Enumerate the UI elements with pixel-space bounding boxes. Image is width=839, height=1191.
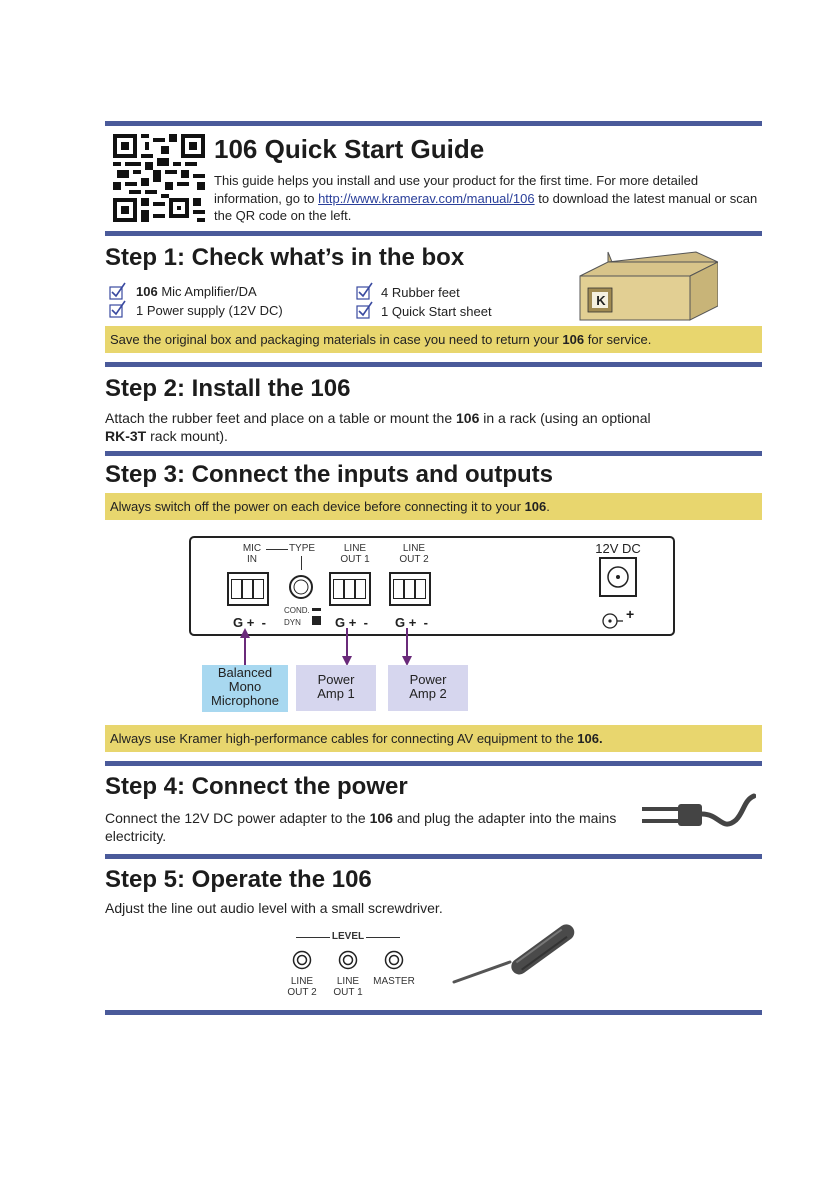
text-segment: in a rack (using an optional [483,410,651,426]
step3-warning-band [105,493,762,520]
warning-prefix: Always switch off the power on each device before connecting it to your [110,499,521,514]
item-text: 1 Power supply (12V DC) [136,303,283,318]
pin-g: G [233,615,244,630]
pin-minus: - [363,615,368,630]
microphone-device-box [202,665,288,712]
step2-title: Step 2: Install the 106 [105,375,351,402]
pin-plus: + [348,615,357,630]
knob-label-line-out2 [282,976,322,998]
step1-rule [105,231,762,236]
text-segment: Connect the 12V DC power adapter to the [105,810,366,826]
screwdriver-icon [450,920,590,988]
step1-note-band [105,326,762,353]
mic-in-label [232,543,272,565]
item-text: Mic Amplifier/DA [157,284,257,299]
checkbox-icon [108,300,126,318]
dyn-label: DYN [284,618,301,627]
label-dash [266,549,288,550]
type-button[interactable] [287,573,315,601]
device-line: Power [409,672,447,687]
text-bold: 106 [456,410,480,426]
text-bold: 106 [369,810,393,826]
line-out1-terminal [329,572,371,606]
step4-title: Step 4: Connect the power [105,773,408,800]
manual-link[interactable]: http://www.kramerav.com/manual/106 [318,190,535,206]
device-line: Mono [228,679,262,694]
label-line: OUT 1 [333,987,363,998]
label-line: OUT 1 [340,554,370,565]
knob-label-master [369,976,419,987]
label-line: LINE [343,543,367,554]
item-bold: 106 [136,284,158,299]
box-logo: K [596,293,606,308]
device-line: Microphone [211,693,279,708]
level-knob-master[interactable] [383,949,405,971]
label-line: MIC [242,543,262,554]
level-line-right [366,937,400,938]
note-bold: 106 [562,332,585,347]
note-suffix: for service. [587,332,652,347]
checkbox-icon [355,301,373,319]
intro-text [214,172,766,225]
line-out1-label [335,543,375,565]
cable-note-band [105,725,762,752]
note-prefix: Save the original box and packaging materials in case you need to return your [110,332,559,347]
box-item [381,285,460,300]
pin-minus: - [423,615,428,630]
box-item [381,304,492,319]
type-tick [301,556,302,570]
checkbox-icon [355,282,373,300]
text-segment: and plug the adapter into the mains electricity. [105,810,617,844]
step4-rule [105,761,762,766]
power-amp2-box [388,665,468,711]
item-text: 1 Quick Start sheet [381,304,492,319]
power-label: 12V DC [595,541,641,556]
level-line-left [296,937,330,938]
cable-note-prefix: Always use Kramer high-performance cables for connecting AV equipment to the [110,731,574,746]
knob-label-line-out1 [328,976,368,998]
step3-rule [105,451,762,456]
text-bold: RK-3T [105,428,147,444]
dc-power-jack-icon [598,556,638,598]
level-knob-line-out2[interactable] [291,949,313,971]
qr-code-icon [113,133,205,223]
label-line: MASTER [373,976,415,987]
cable-note-bold: 106. [577,731,603,746]
pin-plus: + [408,615,417,630]
step5-title: Step 5: Operate the 106 [105,866,372,893]
intro-prefix: This guide helps you install and use your product for the first time. For more detailed information, go to [214,173,699,206]
step5-rule [105,854,762,859]
warning-suffix: . [546,499,550,514]
power-plug-icon [640,790,756,842]
label-line: OUT 2 [399,554,429,565]
intro-suffix: to download the latest manual or scan the QR code on the left. [214,190,758,223]
text-segment: rack mount). [150,428,228,444]
pin-g: G [395,615,406,630]
mic-in-terminal [227,572,269,606]
device-line: Balanced [217,665,273,680]
level-label: LEVEL [331,931,365,942]
step5-text: Adjust the line out audio level with a small screwdriver. [105,900,443,916]
cond-label: COND. [284,606,310,615]
label-line: IN [247,554,257,565]
type-label: TYPE [288,543,316,554]
line-out2-terminal [389,572,431,606]
step3-title: Step 3: Connect the inputs and outputs [105,461,553,488]
label-line: OUT 2 [287,987,317,998]
box-item [136,284,257,299]
level-knob-line-out1[interactable] [337,949,359,971]
device-line: Amp 2 [409,686,447,701]
dyn-indicator [312,616,321,625]
line-out2-label [394,543,434,565]
page-title: 106 Quick Start Guide [214,134,485,164]
step4-text [105,809,625,845]
shipping-box-icon [578,250,718,322]
item-text: 4 Rubber feet [381,285,460,300]
pin-minus: - [261,615,266,630]
power-amp1-box [296,665,376,711]
label-line: LINE [290,976,314,987]
device-line: Amp 1 [317,686,355,701]
polarity-icon [601,612,623,630]
step1-title: Step 1: Check what’s in the box [105,244,465,271]
pin-g: G [335,615,346,630]
connection-arrows [230,628,420,668]
step2-text [105,409,745,445]
device-line: Power [317,672,355,687]
top-rule [105,121,762,126]
box-item [136,303,283,318]
checkbox-icon [108,282,126,300]
label-line: LINE [402,543,426,554]
pin-plus: + [246,615,255,630]
warning-bold: 106 [524,499,547,514]
bottom-rule [105,1010,762,1015]
polarity-plus: + [626,606,635,622]
step2-rule [105,362,762,367]
label-line: LINE [336,976,360,987]
text-segment: Attach the rubber feet and place on a table or mount the [105,410,453,426]
cond-indicator [312,608,321,611]
